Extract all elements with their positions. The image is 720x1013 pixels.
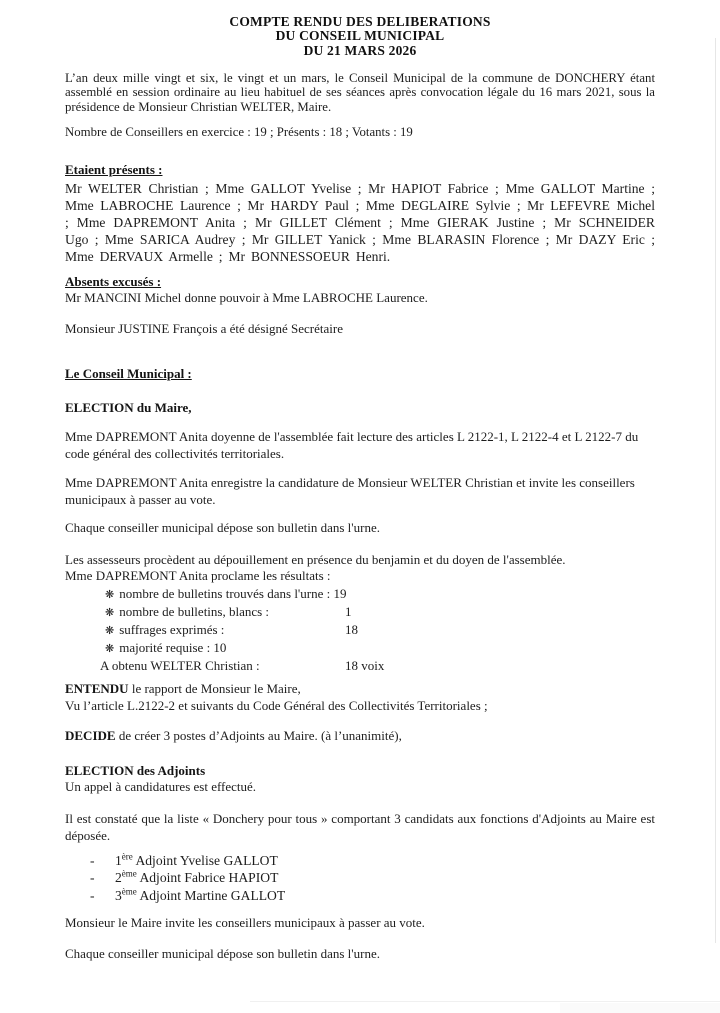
adjoint-row [65,852,655,870]
adjoint-row [65,887,655,905]
ballot-paragraph-1: Chaque conseiller municipal dépose son bulletin dans l'urne. [65,520,380,536]
result-label: suffrages exprimés : [119,622,225,638]
entendu-keyword: ENTENDU [65,681,129,697]
title-line-1: COMPTE RENDU DES DELIBERATIONS [229,14,491,29]
absent-heading: Absents excusés : [65,273,162,289]
intro-paragraph: L’an deux mille vingt et six, le vingt et un mars, le Conseil Municipal de la commune de DONCHERY étant assemblé en session ordinaire au lieu habituel de ses séances après convocation légale du 16 mars 2021, sous la présidence de Monsieur Christian WELTER, Maire. [65,70,655,115]
election-maire-heading: ELECTION du Maire, [65,399,192,415]
proclame-paragraph: Mme DAPREMONT Anita proclame les résultats : [65,567,331,583]
result-row [65,585,655,603]
result-value: 18 [345,622,358,638]
scan-corner-artifact [560,1003,720,1013]
absent-line: Mr MANCINI Michel donne pouvoir à Mme LABROCHE Laurence. [65,290,428,306]
star-bullet-icon: ❋ [105,606,115,620]
present-heading: Etaient présents : [65,162,163,178]
lecture-paragraph: Mme DAPREMONT Anita doyenne de l'assemblée fait lecture des articles L 2122-1, L 2122-4 et L 2122-7 du code général des collectivités territoriales. [65,429,639,462]
decide-line [65,728,655,745]
secretary-line: Monsieur JUSTINE François a été désigné Secrétaire [65,320,343,336]
document-title [65,15,655,58]
star-bullet-icon: ❋ [105,642,115,656]
vu-line: Vu l’article L.2122-2 et suivants du Code Général des Collectivités Territoriales ; [65,697,488,713]
dash-bullet: - [90,870,95,886]
result-label: majorité requise : 10 [119,640,227,656]
result-row [65,639,655,657]
counts-line: Nombre de Conseillers en exercice : 19 ; Présents : 18 ; Votants : 19 [65,124,413,139]
adjoint-name: Adjoint Martine GALLOT [136,887,286,903]
adjoint-ordinal: 1 [115,852,122,868]
result-label: nombre de bulletins trouvés dans l'urne : 19 [119,586,347,602]
candidature-paragraph: Mme DAPREMONT Anita enregistre la candidature de Monsieur WELTER Christian et invite les conseillers municipaux à passer au vote. [65,475,635,508]
assesseurs-paragraph: Les assesseurs procèdent au dépouillement en présence du benjamin et du doyen de l'assemblée. [65,551,566,567]
decide-keyword: DECIDE [65,728,116,744]
council-heading: Le Conseil Municipal : [65,366,192,382]
star-bullet-icon: ❋ [105,588,115,602]
adjoint-ordinal: 2 [115,870,122,886]
appel-line: Un appel à candidatures est effectué. [65,779,257,795]
election-adjoints-heading: ELECTION des Adjoints [65,762,206,778]
adjoint-ordinal-suffix: ème [121,868,137,879]
adjoint-ordinal: 3 [115,887,122,903]
adjoint-row [65,869,655,887]
result-value: 1 [345,604,352,620]
entendu-rest: le rapport de Monsieur le Maire, [128,681,301,697]
obtained-label: A obtenu WELTER Christian : [100,658,260,674]
scan-edge-artifact [250,1001,720,1002]
adjoint-name: Adjoint Fabrice HAPIOT [136,870,279,886]
result-row [65,621,655,639]
decide-rest: de créer 3 postes d’Adjoints au Maire. (à l’unanimité), [115,728,402,744]
entendu-line [65,681,655,698]
obtained-value: 18 voix [345,658,385,674]
result-row [65,603,655,621]
dash-bullet: - [90,852,95,868]
title-line-2: DU CONSEIL MUNICIPAL [275,28,445,44]
dash-bullet: - [90,887,95,903]
ballot-paragraph-2: Chaque conseiller municipal dépose son bulletin dans l'urne. [65,945,380,961]
adjoint-ordinal-suffix: ème [121,886,137,897]
liste-paragraph: Il est constaté que la liste « Donchery pour tous » comportant 3 candidats aux fonctions d'Adjoints au Maire est déposée. [65,810,655,843]
adjoints-list [65,852,655,905]
adjoint-ordinal-suffix: ère [121,851,133,862]
result-label: nombre de bulletins, blancs : [119,604,270,620]
invite-line: Monsieur le Maire invite les conseillers municipaux à passer au vote. [65,915,425,931]
obtained-row [65,657,655,674]
present-names-paragraph: Mr WELTER Christian ; Mme GALLOT Yvelise ; Mr HAPIOT Fabrice ; Mme GALLOT Martine ; Mme LABROCHE Laurence ; Mr HARDY Paul ; Mme DEGLAIRE Sylvie ; Mr LEFEVRE Michel ; Mme DAPREMONT Anita ; Mr GILLET Clément ; Mme GIERAK Justine ; Mr SCHNEIDER Ugo ; Mme SARICA Audrey ; Mr GILLET Yanick ; Mme BLARASIN Florence ; Mr DAZY Eric ; Mme DERVAUX Armelle ; Mr BONNESSOEUR Henri. [65,180,655,264]
adjoint-name: Adjoint Yvelise GALLOT [132,852,278,868]
scan-edge-artifact [715,38,716,943]
results-list [65,585,655,674]
star-bullet-icon: ❋ [105,624,115,638]
title-line-3: DU 21 MARS 2026 [303,42,417,58]
